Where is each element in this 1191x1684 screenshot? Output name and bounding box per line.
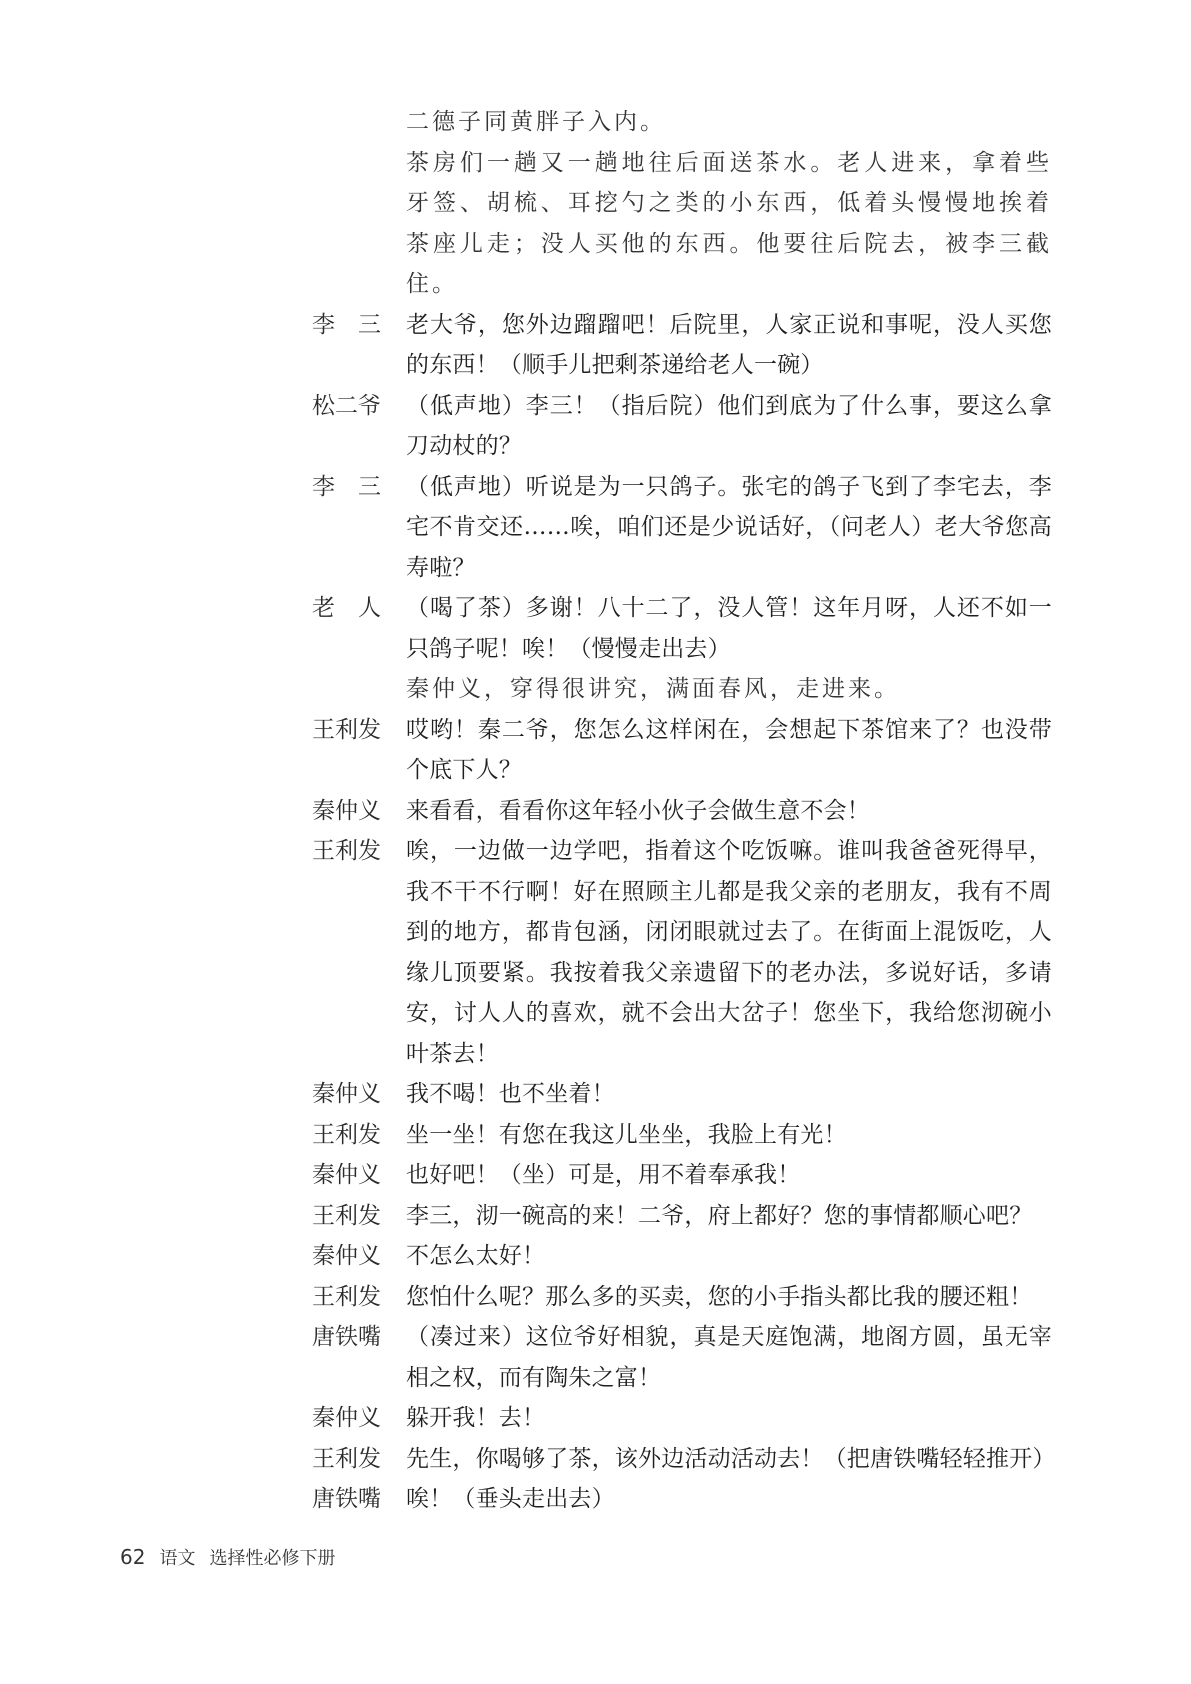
dialogue-line (312, 1074, 1052, 1115)
dialogue-text: （凑过来）这位爷好相貌，真是天庭饱满，地阁方圆，虽无宰相之权，而有陶朱之富！ (406, 1324, 1052, 1391)
speaker-label: 唐铁嘴 (312, 1324, 381, 1350)
dialogue-text: （低声地）李三！（指后院）他们到底为了什么事，要这么拿刀动杖的？ (406, 392, 1052, 459)
speaker-label: 王利发 (312, 838, 381, 864)
speaker-label: 松二爷 (312, 392, 381, 419)
page-number: 62 (120, 1545, 146, 1569)
dialogue-line (312, 1317, 1052, 1398)
dialogue-text: 来看看，看看你这年轻小伙子会做生意不会！ (406, 797, 870, 824)
speaker-label: 王利发 (312, 1202, 381, 1229)
dialogue-line (312, 831, 1052, 1074)
speaker-label: 王利发 (312, 1445, 381, 1472)
dialogue-line (312, 1398, 1052, 1439)
dialogue-line (312, 386, 1052, 467)
dialogue-text: 先生，你喝够了茶，该外边活动活动去！（把唐铁嘴轻轻推开） (406, 1445, 1056, 1472)
speaker-label: 李 三 (312, 473, 381, 500)
stage-direction-text: 茶房们一趟又一趟地往后面送茶水。老人进来，拿着些牙签、胡梳、耳挖勺之类的小东西，低着头慢慢地挨着茶座儿走；没人买他的东西。他要往后院去，被李三截住。 (406, 149, 1052, 297)
dialogue-text: 也好吧！（坐）可是，用不着奉承我！ (406, 1162, 801, 1188)
dialogue-text: （喝了茶）多谢！八十二了，没人管！这年月呀，人还不如一只鸽子呢！唉！（慢慢走出去） (406, 595, 1052, 662)
page-footer (120, 1544, 335, 1570)
speaker-label: 秦仲义 (312, 1081, 381, 1107)
speaker-label: 秦仲义 (312, 1162, 381, 1188)
dialogue-line (312, 791, 1052, 832)
stage-direction-text: 二德子同黄胖子入内。 (406, 109, 666, 135)
dialogue-text: （低声地）听说是为一只鸽子。张宅的鸽子飞到了李宅去，李宅不肯交还……唉，咱们还是少说话好，（问老人）老大爷您高寿啦？ (406, 473, 1052, 581)
speaker-label: 老 人 (312, 595, 381, 621)
dialogue-text: 我不喝！也不坐着！ (406, 1081, 615, 1107)
dialogue-line (312, 305, 1052, 386)
dialogue-line (312, 1236, 1052, 1277)
speaker-label: 秦仲义 (312, 797, 381, 824)
speaker-label: 王利发 (312, 1121, 381, 1148)
dialogue-line (312, 1115, 1052, 1156)
dialogue-text: 老大爷，您外边蹓蹓吧！后院里，人家正说和事呢，没人买您的东西！（顺手儿把剩茶递给老人一碗） (406, 311, 1052, 378)
dialogue-text: 坐一坐！有您在我这儿坐坐，我脸上有光！ (406, 1121, 847, 1148)
speaker-label: 李 三 (312, 311, 381, 338)
dialogue-text: 躲开我！去！ (406, 1405, 546, 1431)
footer-subject: 语文 (159, 1548, 196, 1569)
dialogue-text: 不怎么太好！ (406, 1243, 546, 1269)
dialogue-text: 哎哟！秦二爷，您怎么这样闲在，会想起下茶馆来了？也没带个底下人？ (406, 716, 1052, 783)
dialogue-line (312, 710, 1052, 791)
speaker-label: 秦仲义 (312, 1243, 381, 1269)
speaker-label: 秦仲义 (312, 1405, 381, 1431)
stage-direction (312, 143, 1052, 305)
dialogue-text: 唉，一边做一边学吧，指着这个吃饭嘛。谁叫我爸爸死得早，我不干不行啊！好在照顾主儿都是我父亲的老朋友，我有不周到的地方，都肯包涵，闭闭眼就过去了。在街面上混饭吃，人缘儿顶要紧。我按着我父亲遗留下的老办法，多说好话，多请安，讨人人的喜欢，就不会出大岔子！您坐下，我给您沏碗小叶茶去！ (406, 838, 1052, 1067)
speaker-label: 王利发 (312, 716, 381, 743)
dialogue-line (312, 1439, 1056, 1480)
speaker-label: 唐铁嘴 (312, 1486, 381, 1512)
stage-direction (312, 102, 1052, 143)
dialogue-line (312, 467, 1052, 589)
dialogue-text: 唉！（垂头走出去） (406, 1486, 615, 1512)
speaker-label: 王利发 (312, 1283, 381, 1310)
dialogue-line (312, 1277, 1052, 1318)
script-text-block (312, 102, 1056, 1520)
stage-direction (312, 669, 1052, 710)
dialogue-text: 您怕什么呢？那么多的买卖，您的小手指头都比我的腰还粗！ (406, 1283, 1033, 1310)
dialogue-line (312, 1155, 1052, 1196)
dialogue-text: 李三，沏一碗高的来！二爷，府上都好？您的事情都顺心吧？ (406, 1202, 1033, 1229)
dialogue-line (312, 1196, 1052, 1237)
dialogue-line (312, 1479, 1052, 1520)
footer-book-title: 选择性必修下册 (209, 1548, 336, 1569)
stage-direction-text: 秦仲义，穿得很讲究，满面春风，走进来。 (406, 676, 900, 702)
dialogue-line (312, 588, 1052, 669)
